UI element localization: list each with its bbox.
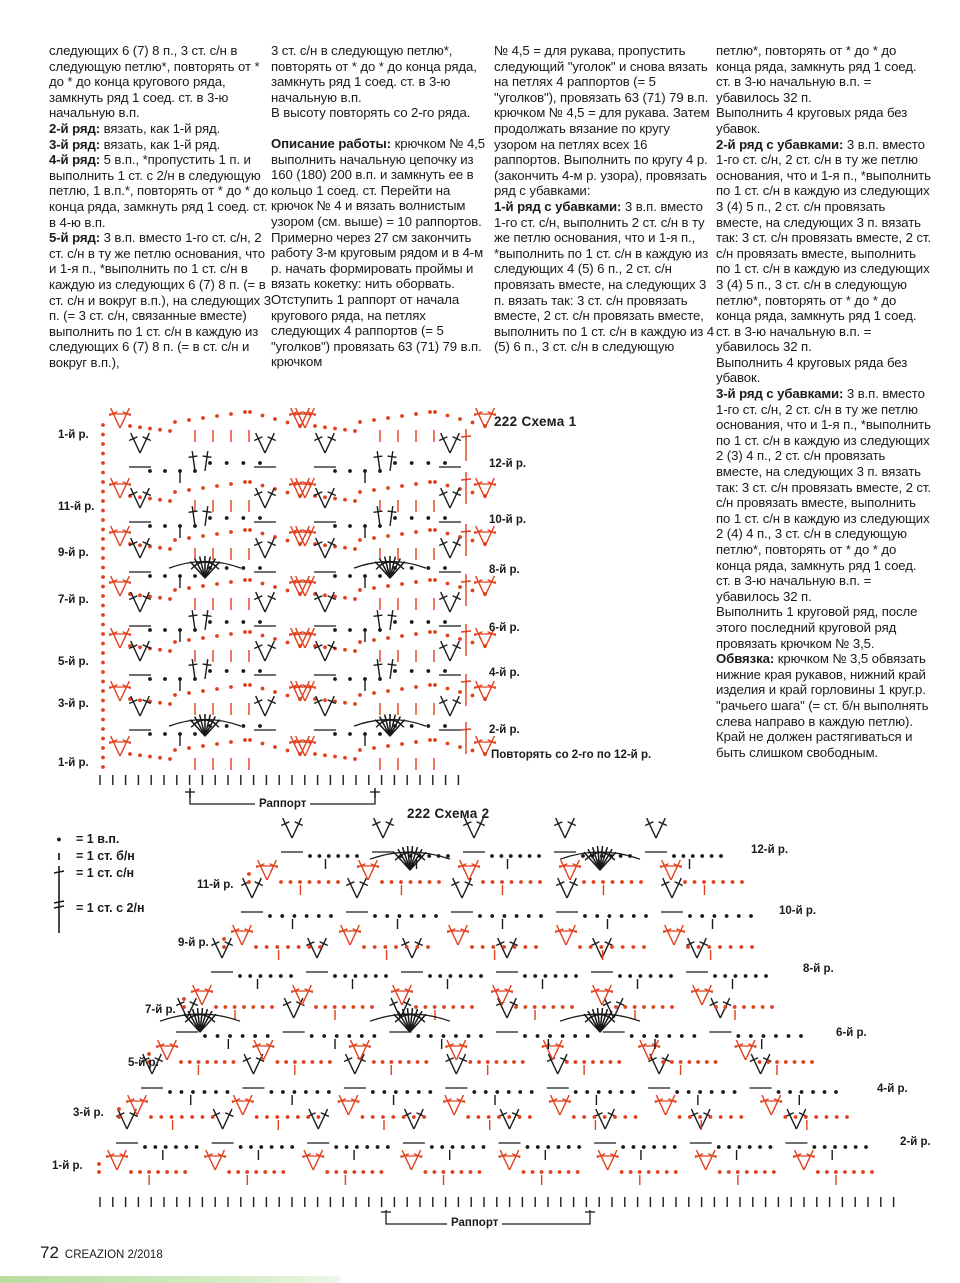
paragraph: Описание работы: крючком № 4,5 выполнить начальную цепочку из 160 (180) 200 в.п. и замкнуть ее в кольцо 1 соед. ст. Перейти на крючок № 4 и вязать волнистым узором (см. выше) = 10 раппортов.	[271, 135, 485, 229]
paragraph-heading: 4-й ряд:	[49, 152, 101, 168]
chain-dot-icon: ●	[56, 834, 62, 844]
double-crochet-icon	[52, 866, 66, 901]
row-label: 7-й р.	[145, 1004, 176, 1016]
paragraph: петлю*, повторять от * до * до конца ряда, замкнуть ряд 1 соед. ст. в 3-ю начальную в.п. = убавилось 32 п.	[716, 43, 917, 105]
paragraph: 1-й ряд с убавками: 3 в.п. вместо 1-го ст. с/н, выполнить 2 ст. с/н в ту же петлю основания, что и 1-я п., *выполнить по 1 ст. с/н в каждую из следующих 4 (5) 6 п., 2 ст. с/н провязать вместе, на следующих 3 п. вязать так: 3 ст. с/н провязать вместе, 2 ст. с/н провязать вместе, выполнить по 1 ст. с/н в каждую из 4 (5) 6 п., 3 ст. с/н в следующую	[494, 198, 714, 355]
row-label: 4-й р.	[489, 667, 520, 679]
treble-crochet-icon	[52, 897, 66, 936]
paragraph-heading: 3-й ряд:	[49, 136, 101, 152]
paragraph: 3 ст. с/н в следующую петлю*, повторять от * до * до конца ряда, замкнуть ряд 1 соед. ст. в 3-ю начальную в.п.	[271, 43, 477, 105]
page-footer	[40, 1243, 163, 1263]
paragraph: 2-й ряд: вязать, как 1-й ряд.	[49, 120, 221, 136]
paragraph: 5-й ряд: 3 в.п. вместо 1-го ст. с/н, 2 ст. с/н в ту же петлю основания, что и 1-я п., *выполнить по 1 ст. с/н в каждую из следующих 6 (7) 8 п. (= в ст. с/н и вокруг в.п.), на следующих 3 п. (= 3 ст. с/н, связанные вместе) выполнить по 1 ст. с/н в каждую из следующих 6 (7) 8 п. (= в ст. с/н и вокруг в.п.),	[49, 230, 271, 370]
paragraph: 3-й ряд: вязать, как 1-й ряд.	[49, 136, 221, 152]
row-label: 12-й р.	[751, 844, 789, 856]
paragraph: 3-й ряд с убавками: 3 в.п. вместо 1-го ст. с/н, 2 ст. с/н в ту же петлю основания, что и 1-я п., *выполнить по 1 ст. с/н в каждую из следующих 2 (3) 4 п., 2 ст. с/н провязать вместе, на следующих 3 п. вязать так: 3 ст. с/н провязать вместе, 2 ст. с/н провязать вместе, выполнить по 1 ст. с/н в каждую из следующих 2 (4) 4 п., 3 ст. с/н в следующую петлю*, повторять от * до * до конца ряда, замкнуть ряд 1 соед. ст. в 3-ю начальную в.п. = убавилось 32 п.	[716, 386, 931, 604]
paragraph-heading: Описание работы:	[271, 135, 392, 151]
paragraph-heading: 5-й ряд:	[49, 230, 101, 246]
single-crochet-icon: ı	[57, 849, 61, 863]
paragraph-heading: 1-й ряд с убавками:	[494, 198, 622, 214]
page-number: 72	[40, 1243, 59, 1262]
row-label: 6-й р.	[489, 622, 520, 634]
paragraph: В высоту повторять со 2-го ряда.	[271, 105, 471, 121]
row-label: 5-й р.	[128, 1057, 159, 1069]
magazine-name: CREAZION 2/2018	[64, 1249, 163, 1261]
paragraph-heading: 3-й ряд с убавками:	[716, 386, 844, 402]
row-label: 1-й р.	[58, 429, 89, 441]
paragraph: Примерно через 27 см закончить работу 3-м круговым рядом и в 4-м р. начать формировать проймы и вязать кокетку: нить оборвать. Отступить 1 раппорт от начала кругового ряда, на петлях следующих 4 раппортов (= 5 "уголков") провязать 63 (71) 79 в.п. крючком	[271, 229, 484, 370]
row-label: 2-й р.	[489, 724, 520, 736]
decorative-green-bar	[0, 1276, 340, 1283]
row-label: 1-й р.	[58, 757, 89, 769]
schema1-rapport-label: Раппорт	[255, 798, 310, 810]
row-label: 6-й р.	[836, 1027, 867, 1039]
paragraph: Выполнить 4 круговых ряда без убавок.	[716, 105, 908, 136]
row-label: 4-й р.	[877, 1083, 908, 1095]
row-label: 3-й р.	[73, 1107, 104, 1119]
row-label: 8-й р.	[489, 564, 520, 576]
paragraph: Выполнить 1 круговой ряд, после этого последний круговой ряд провязать крючком № 3,5.	[716, 604, 918, 651]
paragraph: 2-й ряд с убавками: 3 в.п. вместо 1-го ст. с/н, 2 ст. с/н в ту же петлю основания, что и 1-я п., *выполнить по 1 ст. с/н в каждую из следующих 3 (4) 5 п., 2 ст. с/н провязать вместе, на следующих 3 п. вязать так: 3 ст. с/н провязать вместе, 2 ст. с/н провязать вместе, выполнить по 1 ст. с/н в каждую из следующих 3 (4) 5 п., 3 ст. с/н в следующую петлю*, повторять от * до * до конца ряда, замкнуть ряд 1 соед. ст. в 3-ю начальную в.п. = убавилось 32 п.	[716, 136, 931, 355]
paragraph: Выполнить 4 круговых ряда без убавок.	[716, 354, 908, 386]
paragraph-heading: 2-й ряд:	[49, 120, 101, 136]
schema2-title: 222 Схема 2	[407, 806, 490, 821]
paragraph: Обвязка: крючком № 3,5 обвязать нижние края рукавов, нижний край изделия и край горловины 1 круг.р. "рачьего шага" (= ст. б/н выполнять слева направо в каждую петлю). Край не должен растягиваться и быть слишком свободным.	[716, 651, 929, 760]
row-label: 2-й р.	[900, 1136, 931, 1148]
paragraph: № 4,5 = для рукава, пропустить следующий "уголок" и снова вязать на петлях 4 раппортов (= 5 "уголков"), провязать 63 (71) 79 в.п. крючком № 4,5 = для рукава. Затем продолжать вязание по кругу узором на петлях всех 16 раппортов. Выполнить по кругу 4 р. (закончить 4-м р. узора), провязать ряд с убавками:	[494, 43, 710, 199]
row-label: 10-й р.	[779, 905, 817, 917]
row-label: 11-й р.	[58, 501, 95, 513]
row-label: 1-й р.	[52, 1160, 83, 1172]
row-label: 8-й р.	[803, 963, 834, 975]
row-label: 9-й р.	[58, 547, 89, 559]
row-label: 11-й р.	[197, 879, 234, 891]
row-label: 12-й р.	[489, 458, 527, 470]
row-label: 7-й р.	[58, 594, 89, 606]
paragraph: 4-й ряд: 5 в.п., *пропустить 1 п. и выполнить 1 ст. с 2/н в следующую петлю, 1 в.п.*, повторять от * до * до конца ряда, замкнуть ряд 1 соед. ст. в 4-ю в.п.	[49, 152, 269, 230]
row-label: 3-й р.	[58, 698, 89, 710]
row-label: 10-й р.	[489, 514, 527, 526]
row-label: 5-й р.	[58, 656, 89, 668]
paragraph-heading: Обвязка:	[716, 651, 775, 667]
schema1-repeat-note: Повторять со 2-го по 12-й р.	[491, 749, 652, 761]
schema2-rapport-label: Раппорт	[447, 1217, 502, 1229]
schema1-title: 222 Схема 1	[494, 414, 577, 429]
paragraph-heading: 2-й ряд с убавками:	[716, 136, 844, 152]
row-label: 9-й р.	[178, 937, 209, 949]
paragraph: следующих 6 (7) 8 п., 3 ст. с/н в следующую петлю*, повторять от * до * до конца кругового ряда, замкнуть ряд 1 соед. ст. в 3-ю начальную в.п.	[49, 43, 260, 121]
